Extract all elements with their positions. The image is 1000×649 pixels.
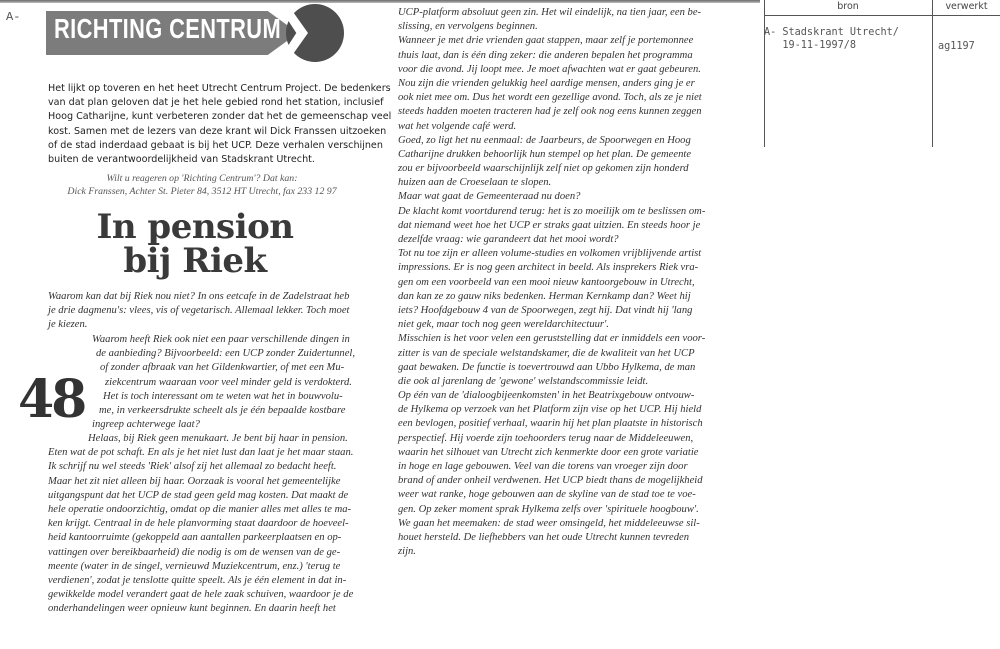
text-line: de Hylkema op verzoek van het Platform zijn vise op het UCP. Hij hield (398, 404, 702, 416)
text-line: Waarom kan dat bij Riek nou niet? In ons eetcafe in de Zadelstraat heb (48, 291, 350, 302)
text-line: ziekcentrum waaraan voor veel minder geld is verdokterd. (105, 376, 352, 388)
text-line: me, in verkeersdrukte scheelt als je één bepaalde kostbare (99, 404, 346, 416)
intro-line: buiten de verantwoordelijkheid van Stadskrant Utrecht. (48, 154, 315, 166)
text-line: verdienen', zodat je tenslotte quitte speelt. Als je één element in dat in- (48, 574, 347, 586)
column1-body (48, 432, 353, 616)
text-line: Catharijne drukken behoorlijk hun stempel op het plan. De gemeente (398, 148, 692, 160)
text-line: UCP-platform absoluut geen zin. Het wil eindelijk, na tien jaar, een be- (398, 7, 702, 18)
text-line: slissing, en vervolgens beginnen. (398, 21, 538, 33)
column2 (398, 6, 705, 559)
headline-line: In pension (96, 207, 294, 247)
text-line: dat niemand weet hoe het UCP er straks gaat uitzien. En steeds hoor je (398, 219, 701, 231)
text-line: of zonder afbraak van het Gildenkwartier, of met een Mu- (100, 362, 345, 374)
text-line: niet gek, maar toch nog geen wereldarchitectuur'. (398, 319, 609, 331)
page-number-drop: 48 (18, 369, 85, 430)
processed-cell: ag1197 (938, 41, 975, 52)
text-line: We gaan het meemaken: de stad weer omsingeld, het middeleeuwse sil- (398, 517, 700, 529)
text-line: Goed, zo ligt het nu eenmaal: de Jaarbeurs, de Spoorwegen en Hoog (398, 134, 691, 146)
text-line: gen. Op zeker moment sprak Hylkema zelfs over 'spirituele hoogbouw'. (398, 503, 699, 515)
text-line: uitgangspunt dat het UCP de stad geen geld mag kosten. Dat maakt de (48, 489, 349, 501)
text-line: Op één van de 'dialoogbijeenkomsten' in het Beatrixgebouw ontvouw- (398, 390, 695, 402)
text-line: in hoge en lage gebouwen. Veel van die torens van vroeger zijn door (398, 461, 688, 472)
text-line: de aanbieding? Bijvoorbeeld: een UCP zonder Zuidertunnel, (96, 348, 356, 360)
text-line: wat het volgende café werd. (398, 120, 517, 132)
text-line: De klacht komt voortdurend terug: het is zo moeilijk om te beslissen om- (398, 205, 706, 217)
text-line: voor die avond. Jij loopt mee. Je moet afwachten wat er gaat gebeuren. (398, 63, 701, 75)
text-line: Maar het zit niet alleen bij haar. Oorzaak is vooral het gemeentelijke (48, 475, 341, 487)
text-line: gewikkelde model verandert gaat de hele zaak schuiven, waardoor je de (48, 589, 354, 601)
text-line: ken krijgt. Centraal in de hele planvorming staat daardoor de hoeveel- (48, 518, 349, 530)
text-line: onderhandelingen weer opnieuw kunt beginnen. En daarin heeft het (48, 603, 336, 615)
text-line: Wanneer je met drie vrienden gaat stappen, maar zelf je portemonnee (398, 35, 694, 47)
intro-line: van dat plan geloven dat je het hele gebied rond het station, inclusief (48, 97, 384, 109)
text-line: die ook al jarenlang de 'gewone' welstandscommissie leidt. (398, 375, 649, 387)
scan-top-border (0, 0, 760, 3)
text-line: Helaas, bij Riek geen menukaart. Je bent bij haar in pension. (88, 433, 348, 444)
column1-lead (48, 290, 349, 333)
source-line: A- Stadskrant Utrecht/ (764, 27, 899, 38)
contact-info (48, 172, 356, 198)
header-source: bron (837, 1, 859, 12)
source-cell (764, 26, 899, 52)
text-line: Ik schrijf nu wel steeds 'Riek' alsof zij het allemaal zo bedacht heeft. (48, 461, 337, 473)
text-line: steeds hadden moeten tracteren had je zelf ook nog eens kunnen zeggen (398, 106, 702, 118)
richting-centrum-logo (46, 4, 352, 74)
text-line: meente (water in de singel, vernieuwd Muziekcentrum, enz.) 'terug te (48, 560, 341, 572)
text-line: vattingen over bereikbaarheid) die nodig is om de wensen van de ge- (48, 546, 341, 558)
text-line: je drie dagmenu's: vlees, vis of vegetarisch. Allemaal lekker. Toch moet (48, 305, 350, 317)
text-line: thuis laat, dan is één ding zeker: die anderen bepalen het programma (398, 49, 693, 61)
archive-metadata-table (764, 0, 1000, 147)
intro-line: of de stad inderdaad gebaat is bij het UCP. Deze verhalen verschijnen (48, 139, 383, 151)
contact-address: Dick Franssen, Achter St. Pieter 84, 3512 HT Utrecht, fax 233 12 97 (67, 186, 337, 197)
headline-line: bij Riek (123, 241, 267, 281)
text-line: Maar wat gaat de Gemeenteraad nu doen? (398, 191, 581, 203)
text-line: Misschien is het voor velen een geruststelling dat er inmiddels een voor- (398, 333, 706, 345)
logo-circle-icon (286, 4, 344, 62)
column1-wrap (0, 333, 355, 432)
text-line: zitter is van de speciale welstandskamer, die de kwaliteit van het UCP (398, 347, 695, 359)
text-line: impressions. Er is nog geen architect in beeld. Als insprekers Riek vra- (398, 262, 699, 274)
text-line: Nou zijn die vrienden gelukkig heel aardige mensen, anders ging je er (398, 77, 695, 89)
text-line: ook niet mee om. Dus het wordt een gezellige avond. Toch, als ze je niet (398, 92, 702, 104)
text-line: zou er bijvoorbeeld waarschijnlijk zelf niet op gekomen zijn honderd (398, 163, 689, 175)
section-marker: A- (6, 10, 21, 24)
text-line: hele operatie ondoorzichtig, omdat op die manier alles met alles te ma- (48, 503, 352, 515)
text-line: waarin het silhouet van Utrecht zich kenmerkte door een grote variatie (398, 446, 699, 458)
text-line: huizen aan de Croeselaan te slopen. (398, 177, 552, 189)
intro-paragraph (48, 82, 392, 167)
logo-title: RICHTING CENTRUM (54, 13, 282, 44)
text-line: dezelfde vraag: wie garandeert dat het mooi wordt? (398, 234, 619, 245)
source-date: 19-11-1997/8 (764, 40, 857, 51)
table-divider (932, 0, 933, 147)
text-line: zijn. (398, 546, 416, 558)
text-line: brand of ander onheil verdwenen. Het UCP biedt thans de mogelijkheid (398, 475, 703, 487)
text-line: Tot nu toe zijn er alleen volume-studies en volkomen vrijblijvende artist (398, 248, 702, 260)
article-headline (60, 207, 330, 281)
text-line: ingreep achterwege laat? (92, 419, 200, 431)
text-line: perspectief. Hij voerde zijn toehoorders terug naar de Middeleeuwen, (398, 432, 694, 444)
text-line: heid kantoorruimte (gekoppeld aan aantallen parkeerplaatsen en op- (48, 532, 342, 544)
text-line: weer wat ranke, hoge gebouwen aan de skyline van de stad toe te voe- (398, 489, 696, 501)
text-line: dan kan ze zo gauw niks bedenken. Herman Kernkamp dan? Weet hij (398, 290, 691, 302)
text-line: gaat bewaken. De functie is toevertrouwd aan Ubbo Hylkema, de man (398, 361, 696, 373)
intro-line: kost. Samen met de lezers van deze krant wil Dick Franssen uitzoeken (48, 125, 387, 137)
text-line: je kiezen. (48, 319, 88, 331)
intro-line: Het lijkt op toveren en het heet Utrecht Centrum Project. De bedenkers (48, 83, 391, 94)
text-line: een bevlogen, positief verhaal, waarin hij het plan plaatste in historisch (398, 418, 703, 430)
header-processed: verwerkt (945, 1, 988, 12)
text-line: iets? Hoofdgebouw 4 van de Spoorwegen, zegt hij. Dat vindt hij 'lang (398, 304, 693, 316)
text-line: Waarom heeft Riek ook niet een paar verschillende dingen in (92, 334, 350, 345)
text-line: Het is toch interessant om te weten wat het in bouwvolu- (103, 390, 343, 402)
text-line: gen om een voorbeeld van een mooi nieuw kantoorgebouw in Utrecht, (398, 276, 695, 288)
text-line: houet hersteld. De liefhebbers van het oude Utrecht kunnen tevreden (398, 531, 690, 543)
table-border (764, 0, 765, 147)
text-line: Eten wat de pot schaft. En als je het niet lust dan laat je het maar staan. (48, 447, 354, 459)
contact-prompt: Wilt u reageren op 'Richting Centrum'? Dat kan: (106, 173, 298, 184)
intro-line: Hoog Catharijne, kunt verbeteren zonder dat het de gemeenschap veel (48, 111, 392, 123)
